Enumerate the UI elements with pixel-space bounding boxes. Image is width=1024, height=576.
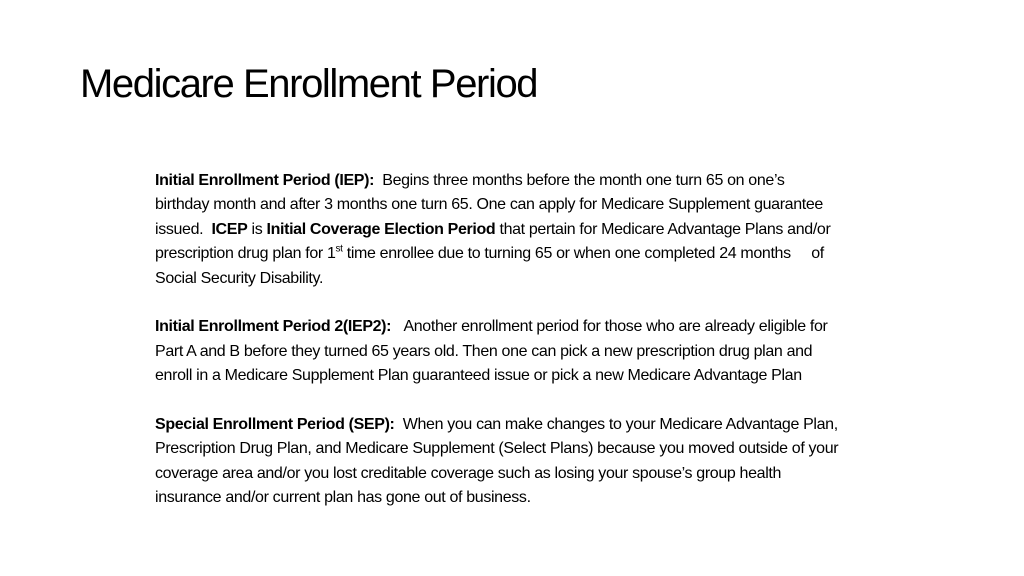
iep-line-3-is: is [251,220,263,238]
iep2-line-1-text: Another enrollment period for those who are already eligible for [403,318,828,336]
iep-heading: Initial Enrollment Period (IEP): [155,172,375,189]
sep-line-1-text: When you can make changes to your Medicare Advantage Plan, [402,416,838,434]
iep-line-4-start: prescription drug plan for 1 [155,245,336,263]
slide-body [155,169,945,511]
iep-line-1-text: Begins three months before the month one turn 65 on one’s [382,172,785,189]
slide-title: Medicare Enrollment Period [80,62,538,106]
sep-line-2: Prescription Drug Plan, and Medicare Supplement (Select Plans) because you moved outside of your [155,440,839,458]
ordinal-superscript: st [335,243,343,255]
sep-line-3: coverage area and/or you lost creditable coverage such as losing your spouse’s group health [155,464,782,482]
iep-line-4 [155,242,945,266]
icep-full-name: Initial Coverage Election Period [266,220,496,238]
iep-line-2: birthday month and after 3 months one turn 65. One can apply for Medicare Supplement guarantee [155,196,823,214]
iep-line-3 [155,218,945,242]
iep-line-5: Social Security Disability. [155,269,324,287]
iep-line-4-text: time enrollee due to turning 65 or when one completed 24 months [346,245,791,263]
sep-heading: Special Enrollment Period (SEP): [155,416,395,434]
sep-line-4: insurance and/or current plan has gone out of business. [155,489,531,507]
iep-paragraph [155,169,945,291]
iep-line-4-end: of [811,245,824,263]
iep-line-3-text: that pertain for Medicare Advantage Plans and/or [499,220,831,238]
iep2-line-2: Part A and B before they turned 65 years old. Then one can pick a new prescription drug plan and [155,342,813,360]
iep2-paragraph [155,315,945,388]
iep2-heading: Initial Enrollment Period 2(IEP2): [155,318,392,336]
iep2-line-1 [155,315,945,339]
iep-line-1 [155,169,945,193]
iep-line-3-start: issued. [155,220,204,238]
icep-label: ICEP [211,220,248,238]
iep2-line-3: enroll in a Medicare Supplement Plan guaranteed issue or pick a new Medicare Advantage Plan [155,367,802,385]
sep-paragraph [155,413,945,511]
sep-line-1 [155,413,945,437]
